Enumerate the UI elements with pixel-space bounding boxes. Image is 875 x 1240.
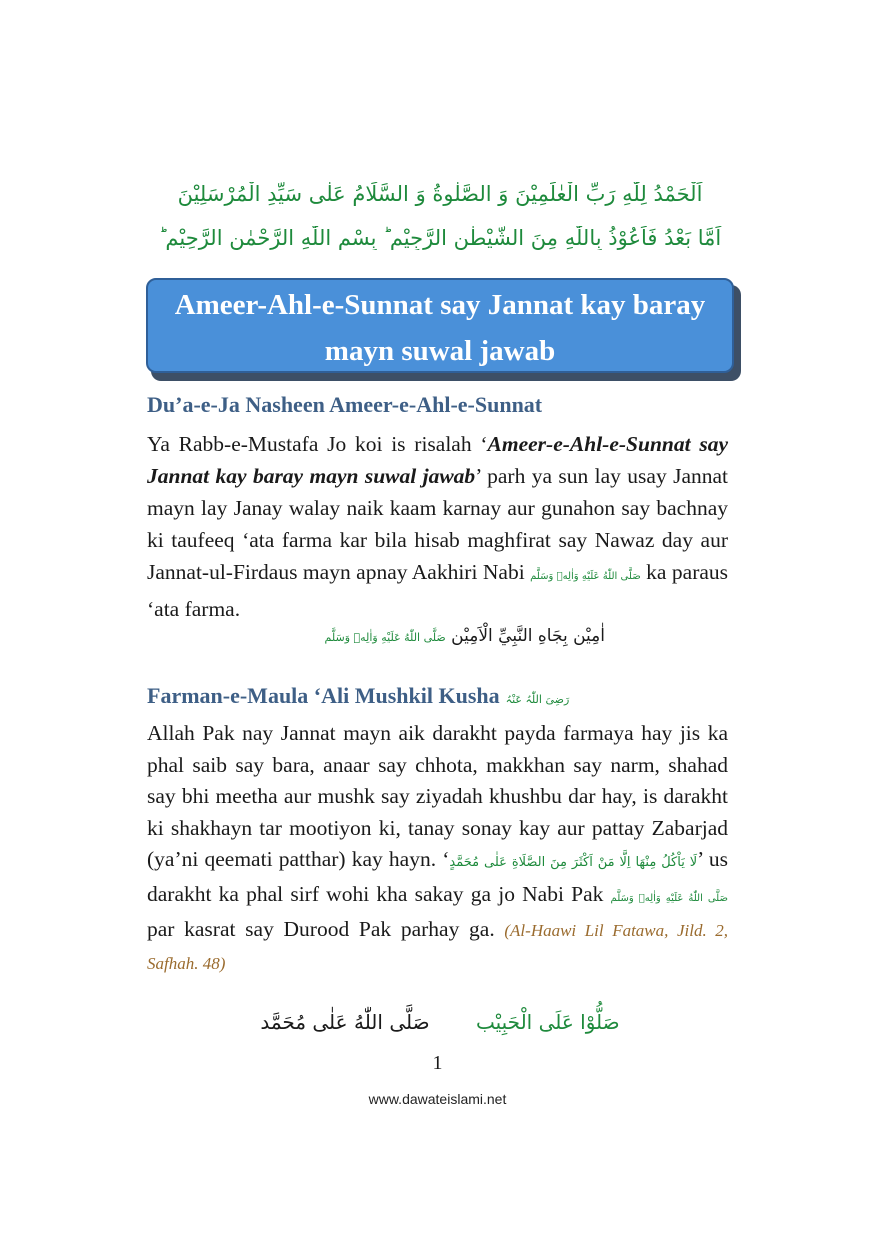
durood-line	[250, 1010, 630, 1034]
farman-text-end: par kasrat say Durood Pak parhay ga.	[147, 917, 505, 941]
farman-text-middle: ’ us darakht ka phal sirf wohi kha sakay ga jo Nabi Pak	[147, 847, 729, 906]
arabic-praise-line: اَلْحَمْدُ لِلّٰهِ رَبِّ الْعٰلَمِيْنَ وَ الصَّلٰوةُ وَ السَّلَامُ عَلٰى سَيِّدِ الْمُرْسَلِيْنَ	[177, 182, 703, 206]
dua-paragraph	[147, 428, 728, 625]
dua-text-start: Ya Rabb-e-Mustafa Jo koi is risalah ‘	[147, 432, 488, 456]
farman-text-start: Allah Pak nay Jannat mayn aik darakht payda farmaya hay jis ka phal saib say bara, anaar say chhota, makkhan say narm, shahad say bhi meetha aur mushk say ziyadah khushbu dar hay, is darakht ki shakhayn tar mootiyon ki, tanay sonay kay aur pattay Zabarjad (ya’ni qeemati patthar) kay hayn. ‘	[147, 721, 728, 871]
section-heading-dua: Du’a-e-Ja Nasheen Ameer-e-Ahl-e-Sunnat	[147, 392, 543, 417]
page-title-line-2: mayn suwal jawab	[324, 335, 556, 367]
honorific-glyph: رَضِیَ اللّٰہُ عَنْہُ	[505, 693, 570, 706]
section-heading-farman	[147, 683, 569, 709]
ameen-text: اٰمِيْن بِجَاهِ النَّبِيِّ الْاَمِيْن	[451, 626, 605, 646]
arabic-hadith-quote: لَا يَاْكُلُ مِنْهَا اِلَّا مَنْ اَكْثَرَ مِنَ الصَّلَاةِ عَلٰى مُحَمَّدٍ	[449, 855, 698, 870]
farman-paragraph	[147, 718, 728, 979]
salutation-glyph-2: صَلَّى اللّٰهُ عَلَيْهِ وَاٰلِهٖ وَسَلَّم	[610, 892, 728, 904]
website-footer: www.dawateislami.net	[368, 1091, 507, 1107]
page-title-box	[146, 278, 734, 373]
arabic-taawwuz-line: اَمَّا بَعْدُ فَاَعُوْذُ بِاللّٰهِ مِنَ الشَّيْطٰنِ الرَّجِيْمِ ؕ بِسْمِ اللّٰهِ الرَّحْمٰنِ الرَّحِيْمِ ؕ	[158, 226, 722, 250]
dua-text-middle: ’ parh ya sun lay usay Jannat mayn lay Janay walay naik kaam karnay aur gunahon say bachnay ki taufeeq ‘ata farma kar bila hisab maghfirat say Nawaz day aur Jannat-ul-Firdaus mayn apnay Aakhiri Nabi	[147, 464, 729, 584]
farman-heading-text: Farman-e-Maula ‘Ali Mushkil Kusha	[147, 683, 500, 708]
durood-call: صَلُّوْا عَلَى الْحَبِيْب	[475, 1010, 620, 1034]
page-title-line-1: Ameer-Ahl-e-Sunnat say Jannat kay baray	[174, 289, 706, 321]
ameen-line	[325, 626, 605, 646]
booklet-title-inline: Ameer-e-Ahl-e-Sunnat say Jannat kay baray mayn suwal jawab	[147, 432, 728, 488]
page-number: 1	[432, 1052, 443, 1074]
dua-text-end: ka paraus ‘ata farma.	[147, 560, 729, 621]
salutation-glyph: صَلَّى اللّٰهُ عَلَيْهِ وَاٰلِهٖ وَسَلَّم	[530, 571, 641, 582]
ameen-salutation: صَلَّى اللّٰهُ عَلَيْهِ وَاٰلِهٖ وَسَلَّم	[324, 631, 446, 644]
durood-response: صَلَّى اللّٰهُ عَلٰى مُحَمَّد	[260, 1010, 430, 1034]
reference-citation: (Al-Haawi Lil Fatawa, Jild. 2, Safhah. 48)	[147, 921, 729, 973]
